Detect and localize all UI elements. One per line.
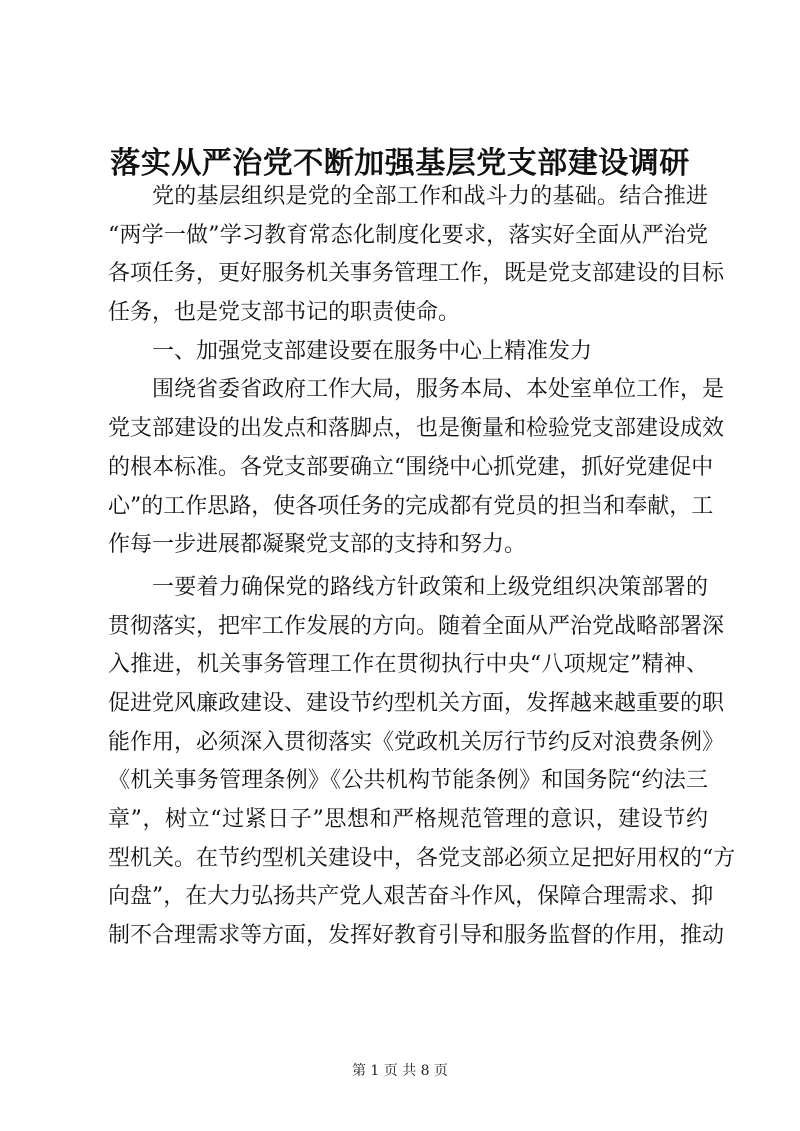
section-heading-1: 一、加强党支部建设要在服务中心上精准发力 xyxy=(152,338,593,364)
paragraph-3-line-1: 一要着力确保党的路线方针政策和上级党组织决策部署的 xyxy=(152,574,708,600)
paragraph-3-line-2: 贯彻落实，把牢工作发展的方向。随着全面从严治党战略部署深 xyxy=(108,613,725,639)
document-body xyxy=(108,178,736,956)
paragraph-2-line-3: 的根本标准。各党支部要确立“围绕中心抓党建，抓好党建促中 xyxy=(108,454,714,480)
paragraph-2-line-4: 心”的工作思路，使各项任务的完成都有党员的担当和奉献，工 xyxy=(108,493,714,519)
paragraph-2-line-2: 党支部建设的出发点和落脚点，也是衡量和检验党支部建设成效 xyxy=(108,416,725,442)
paragraph-1-line-1: 党的基层组织是党的全部工作和战斗力的基础。结合推进 xyxy=(152,184,708,209)
paragraph-3-line-5: 能作用，必须深入贯彻落实《党政机关厉行节约反对浪费条例》 xyxy=(108,729,725,755)
paragraph-2-line-5: 作每一步进展都凝聚党支部的支持和努力。 xyxy=(108,532,527,558)
document-title: 落实从严治党不断加强基层党支部建设调研 xyxy=(110,146,690,181)
paragraph-3-line-4: 促进党风廉政建设、建设节约型机关方面，发挥越来越重要的职 xyxy=(108,690,725,716)
paragraph-3-line-9: 向盘”，在大力弘扬共产党人艰苦奋斗作风，保障合理需求、抑 xyxy=(108,884,714,910)
paragraph-3-line-10: 制不合理需求等方面，发挥好教育引导和服务监督的作用，推动 xyxy=(108,923,725,949)
page-number-footer: 第 1 页 共 8 页 xyxy=(351,1063,449,1079)
paragraph-3-line-6: 《机关事务管理条例》《公共机构节能条例》和国务院“约法三 xyxy=(108,768,708,794)
paragraph-3-line-8: 型机关。在节约型机关建设中，各党支部必须立足把好用权的“方 xyxy=(108,845,736,871)
paragraph-1-line-4: 任务，也是党支部书记的职责使命。 xyxy=(108,300,461,326)
paragraph-3-line-3: 入推进，机关事务管理工作在贯彻执行中央“八项规定”精神、 xyxy=(108,652,708,678)
paragraph-1-line-2: “两学一做”学习教育常态化制度化要求，落实好全面从严治党 xyxy=(108,222,708,248)
paragraph-3-line-7: 章”，树立“过紧日子”思想和严格规范管理的意识，建设节约 xyxy=(108,807,708,832)
paragraph-1-line-3: 各项任务，更好服务机关事务管理工作，既是党支部建设的目标 xyxy=(108,261,725,287)
paragraph-2-line-1: 围绕省委省政府工作大局，服务本局、本处室单位工作，是 xyxy=(152,377,725,403)
